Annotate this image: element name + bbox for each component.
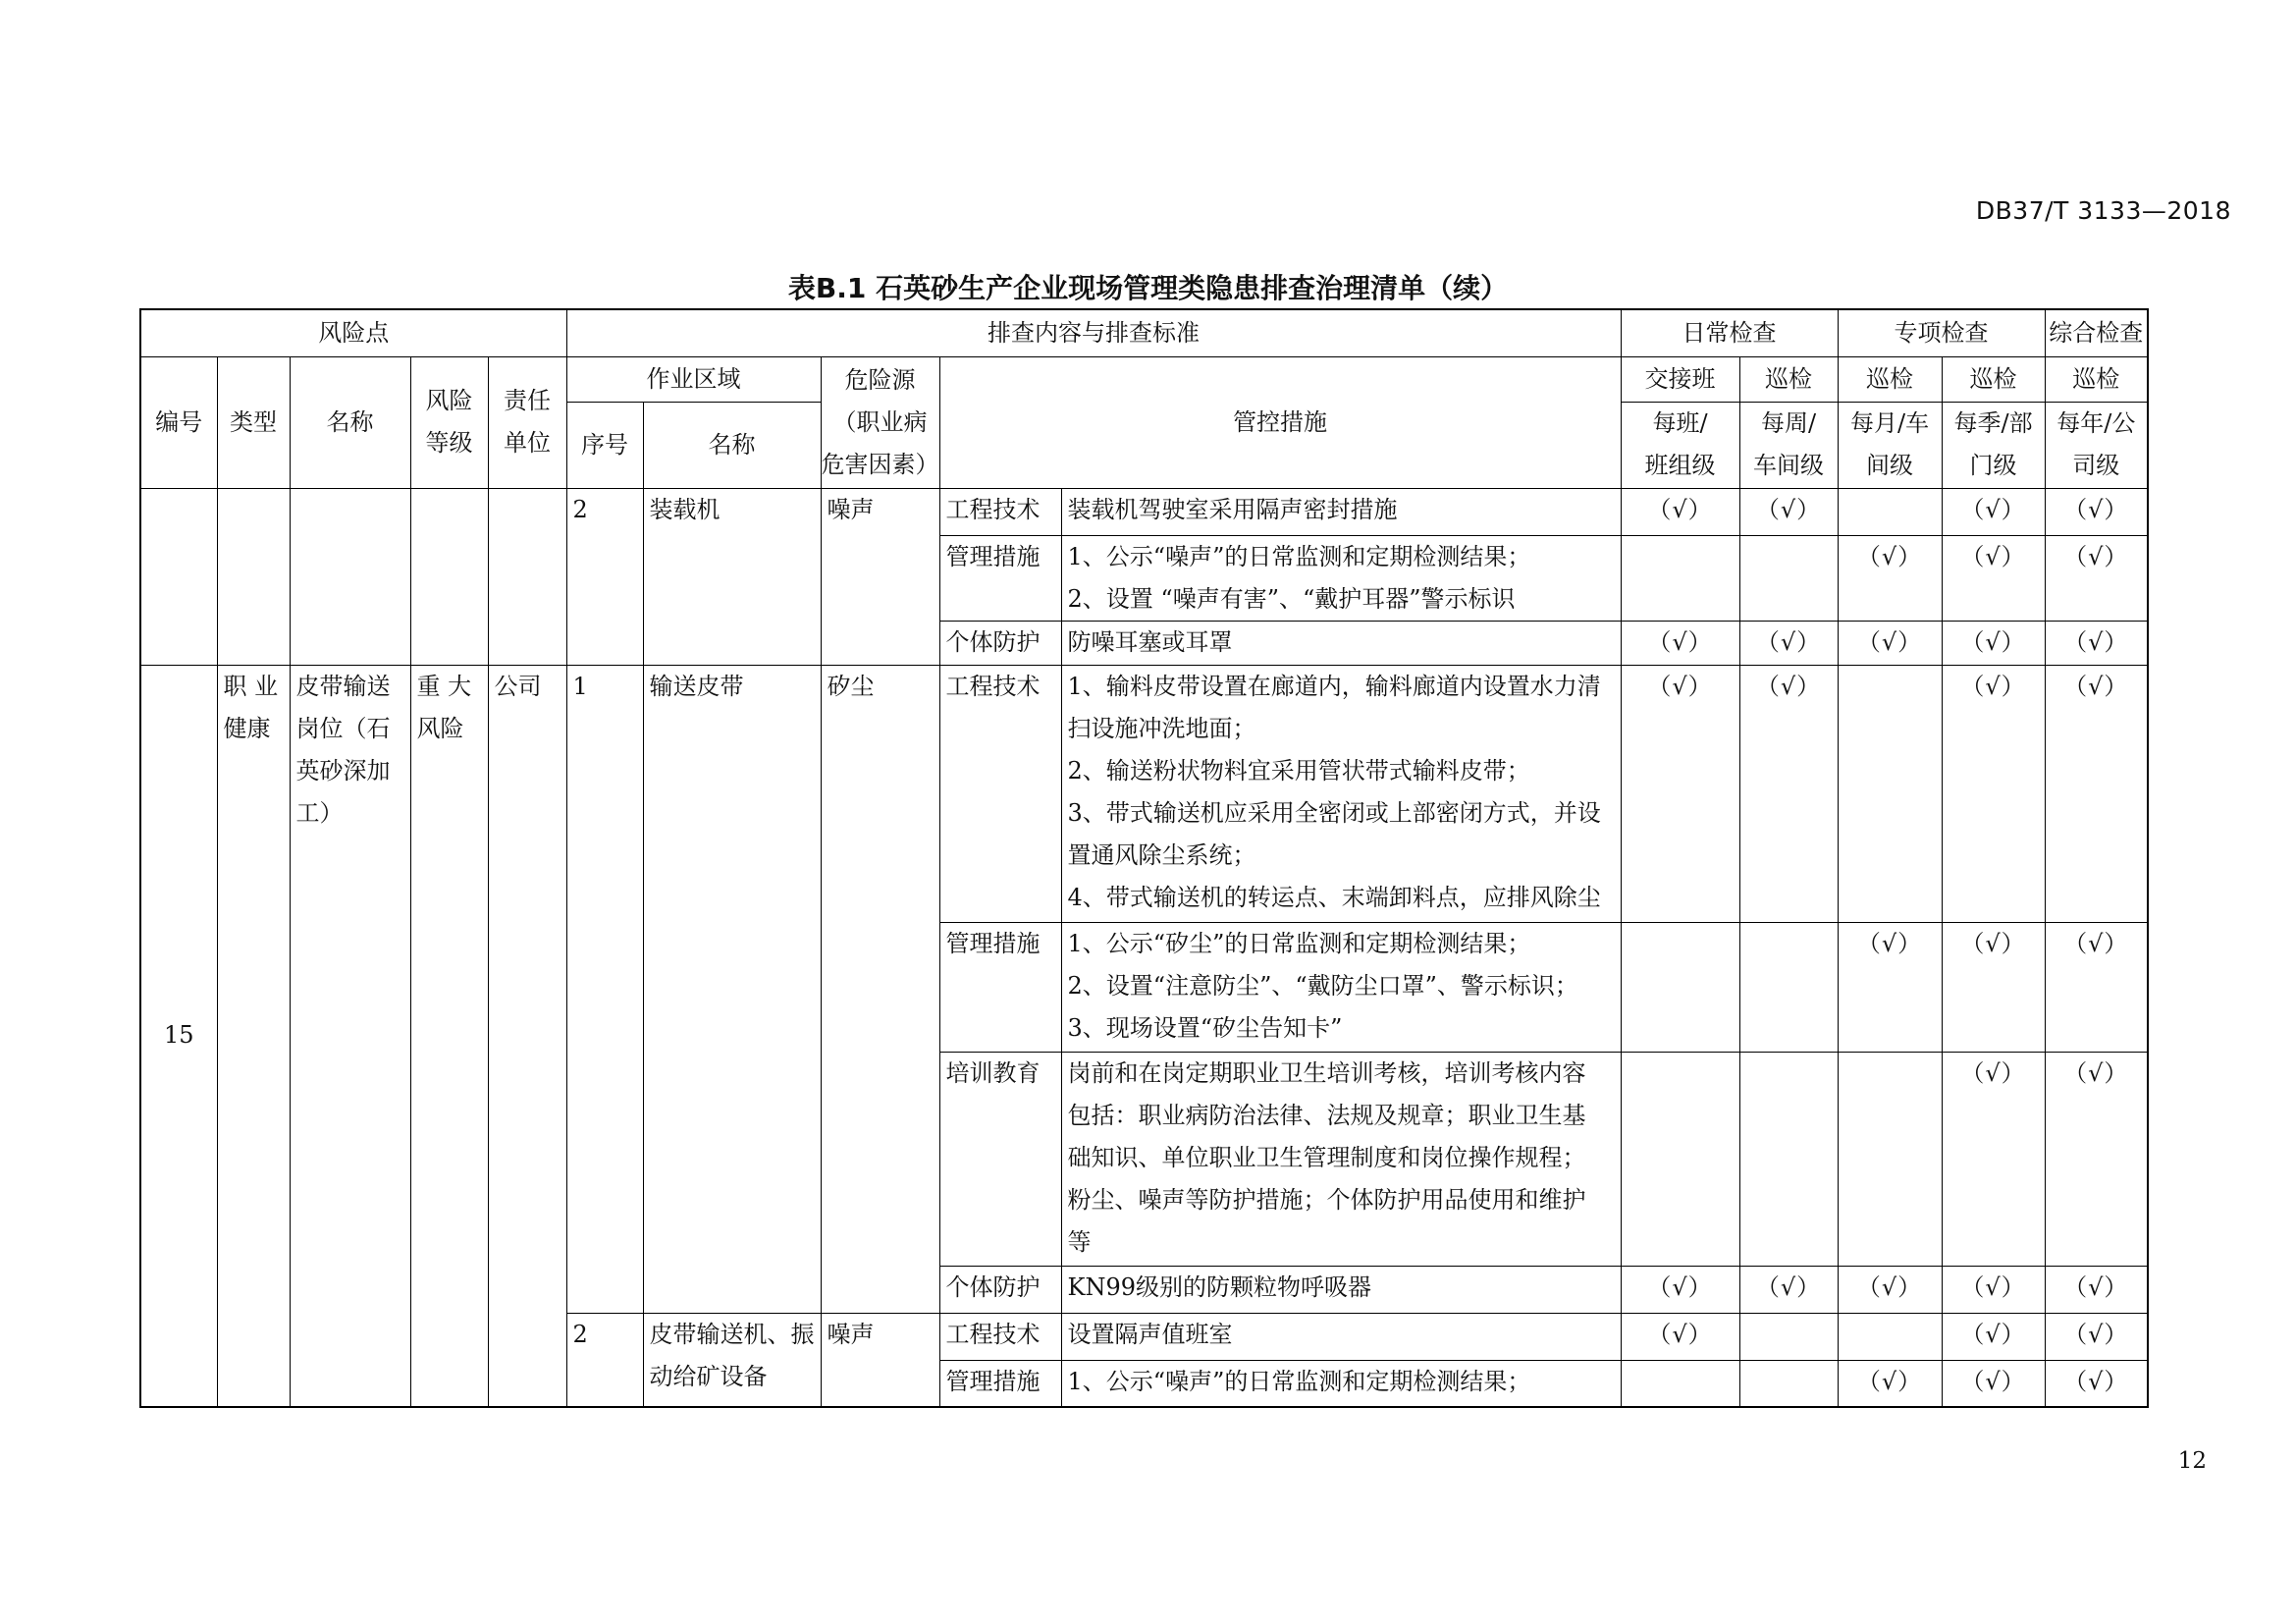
col-hazard: 危险源 （职业病 危害因素） (821, 356, 939, 488)
check-mark: （√） (2063, 1272, 2129, 1301)
check-mark: （√） (2063, 1367, 2129, 1395)
col-seq: 序号 (566, 402, 643, 488)
check-mark: （√） (2063, 672, 2129, 700)
check-mark: （√） (1755, 495, 1822, 523)
check-mark: （√） (1755, 1272, 1822, 1301)
table-row (140, 488, 2148, 535)
cell-hazard: 矽尘 (821, 665, 939, 1313)
cell-measure: 岗前和在岗定期职业卫生培训考核，培训考核内容 包括：职业病防治法律、法规及规章；职业卫生基 础知识、单位职业卫生管理制度和岗位操作规程； 粉尘、噪声等防护措施；个体防护用品使用和维护 等 (1061, 1052, 1621, 1266)
col-freq-shift: 每班/ 班组级 (1621, 402, 1739, 488)
cell-empty (217, 488, 290, 665)
cell-name: 皮带输送 岗位（石 英砂深加 工） (290, 665, 410, 1407)
col-special: 专项检查 (1838, 309, 2045, 356)
check-mark: （√） (1647, 1320, 1713, 1348)
cell-measure: 防噪耳塞或耳罩 (1061, 621, 1621, 665)
document-code: DB37/T 3133—2018 (1975, 196, 2231, 225)
cell-category: 管理措施 (939, 922, 1061, 1052)
check-mark: （√） (2063, 495, 2129, 523)
cell-seq: 2 (566, 488, 643, 665)
check-mark: （√） (1647, 627, 1713, 656)
check-mark: （√） (1960, 1058, 2026, 1087)
check-mark: （√） (1856, 1367, 1923, 1395)
cell-area: 装载机 (643, 488, 821, 665)
check-mark: （√） (1856, 1272, 1923, 1301)
col-comprehensive: 综合检查 (2045, 309, 2148, 356)
check-mark: （√） (1647, 495, 1713, 523)
cell-category: 个体防护 (939, 1266, 1061, 1313)
check-mark: （√） (2063, 1058, 2129, 1087)
cell-empty (410, 488, 488, 665)
cell-empty (140, 488, 217, 665)
check-mark: （√） (2063, 1320, 2129, 1348)
cell-unit: 公司 (488, 665, 566, 1407)
col-daily: 日常检查 (1621, 309, 1838, 356)
check-mark: （√） (1856, 542, 1923, 570)
check-mark: （√） (1960, 627, 2026, 656)
col-patrol-quarterly: 巡检 (1942, 356, 2045, 402)
check-mark: （√） (1856, 929, 1923, 957)
cell-category: 管理措施 (939, 1360, 1061, 1407)
check-mark: （√） (1960, 495, 2026, 523)
check-mark: （√） (2063, 542, 2129, 570)
check-mark: （√） (2063, 929, 2129, 957)
cell-id: 15 (140, 665, 217, 1407)
col-shift: 交接班 (1621, 356, 1739, 402)
table-row (140, 665, 2148, 922)
col-patrol-yearly: 巡检 (2045, 356, 2148, 402)
cell-hazard: 噪声 (821, 488, 939, 665)
cell-measure: 1、公示“矽尘”的日常监测和定期检测结果； 2、设置“注意防尘”、“戴防尘口罩”、警示标识； 3、现场设置“矽尘告知卡” (1061, 922, 1621, 1052)
col-risk-point: 风险点 (140, 309, 566, 356)
cell-area: 皮带输送机、振 动给矿设备 (643, 1313, 821, 1407)
header-row-2 (140, 356, 2148, 402)
cell-category: 工程技术 (939, 488, 1061, 535)
cell-category: 管理措施 (939, 535, 1061, 621)
check-mark: （√） (1960, 1320, 2026, 1348)
cell-category: 工程技术 (939, 665, 1061, 922)
cell-empty (488, 488, 566, 665)
col-freq-quarter: 每季/部 门级 (1942, 402, 2045, 488)
cell-area: 输送皮带 (643, 665, 821, 1313)
check-mark: （√） (1755, 672, 1822, 700)
cell-measure: 装载机驾驶室采用隔声密封措施 (1061, 488, 1621, 535)
check-mark: （√） (1856, 627, 1923, 656)
cell-type: 职 业 健康 (217, 665, 290, 1407)
check-mark: （√） (1960, 1367, 2026, 1395)
check-mark: （√） (1647, 1272, 1713, 1301)
col-id: 编号 (140, 356, 217, 488)
cell-measure: 1、公示“噪声”的日常监测和定期检测结果； (1061, 1360, 1621, 1407)
table-title: 表B.1 石英砂生产企业现场管理类隐患排查治理清单（续） (787, 272, 1509, 304)
check-mark: （√） (1960, 542, 2026, 570)
page-number: 12 (2177, 1448, 2207, 1474)
hazard-checklist-table (139, 308, 2149, 1408)
col-patrol-weekly: 巡检 (1739, 356, 1838, 402)
cell-risk-level: 重 大 风险 (410, 665, 488, 1407)
cell-measure: KN99级别的防颗粒物呼吸器 (1061, 1266, 1621, 1313)
col-name: 名称 (290, 356, 410, 488)
col-area: 作业区域 (566, 356, 821, 402)
check-mark: （√） (1960, 672, 2026, 700)
cell-seq: 1 (566, 665, 643, 1313)
col-freq-week: 每周/ 车间级 (1739, 402, 1838, 488)
col-unit: 责任 单位 (488, 356, 566, 488)
col-control: 管控措施 (939, 356, 1621, 488)
check-mark: （√） (1647, 672, 1713, 700)
cell-category: 个体防护 (939, 621, 1061, 665)
cell-measure: 1、公示“噪声”的日常监测和定期检测结果； 2、设置 “噪声有害”、“戴护耳器”警示标识 (1061, 535, 1621, 621)
col-patrol-monthly: 巡检 (1838, 356, 1942, 402)
col-type: 类型 (217, 356, 290, 488)
col-risk-level: 风险 等级 (410, 356, 488, 488)
cell-measure: 1、输料皮带设置在廊道内，输料廊道内设置水力清 扫设施冲洗地面； 2、输送粉状物料宜采用管状带式输料皮带； 3、带式输送机应采用全密闭或上部密闭方式，并设 置通风除尘系统； 4、带式输送机的转运点、末端卸料点，应排风除尘 (1061, 665, 1621, 922)
check-mark: （√） (1755, 627, 1822, 656)
cell-category: 工程技术 (939, 1313, 1061, 1360)
col-freq-month: 每月/车 间级 (1838, 402, 1942, 488)
check-mark: （√） (2063, 627, 2129, 656)
col-freq-year: 每年/公 司级 (2045, 402, 2148, 488)
check-mark: （√） (1960, 1272, 2026, 1301)
header-row-1 (140, 309, 2148, 356)
cell-hazard: 噪声 (821, 1313, 939, 1407)
cell-measure: 设置隔声值班室 (1061, 1313, 1621, 1360)
cell-seq: 2 (566, 1313, 643, 1407)
check-mark: （√） (1960, 929, 2026, 957)
cell-category: 培训教育 (939, 1052, 1061, 1266)
col-inspection: 排查内容与排查标准 (566, 309, 1621, 356)
cell-empty (290, 488, 410, 665)
col-area-name: 名称 (643, 402, 821, 488)
